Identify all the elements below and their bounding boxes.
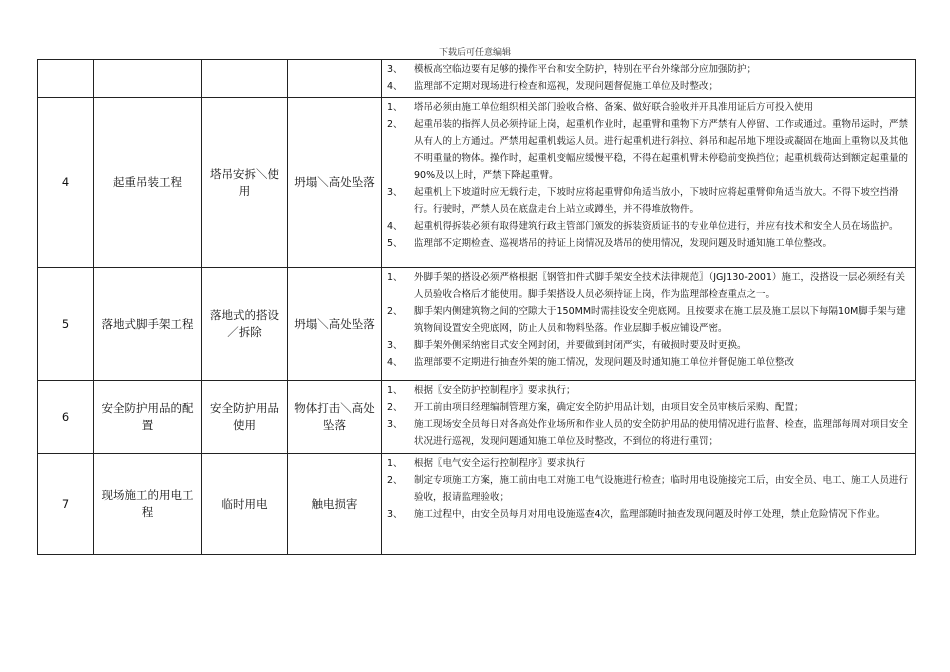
measure-item <box>387 78 909 95</box>
measure-item <box>387 269 909 303</box>
measure-number: 3、 <box>387 64 403 75</box>
measure-number: 2、 <box>387 306 403 317</box>
measure-number: 1、 <box>387 458 403 469</box>
measure-number: 3、 <box>387 419 403 430</box>
project-name-cell: 现场施工的用电工程 <box>94 454 202 555</box>
activity-cell: 落地式的搭设／拆除 <box>202 268 288 381</box>
hazard-cell: 触电损害 <box>288 454 382 555</box>
measure-text: 根据〖安全防护控制程序〗要求执行； <box>414 385 576 396</box>
table-body <box>38 60 916 555</box>
measure-item <box>387 218 909 235</box>
measure-text: 模板高空临边要有足够的操作平台和安全防护，特别在平台外缘部分应加强防护； <box>414 64 757 75</box>
project-name-cell <box>94 60 202 98</box>
activity-cell: 安全防护用品使用 <box>202 381 288 454</box>
measure-number: 4、 <box>387 221 403 232</box>
measure-number: 2、 <box>387 402 403 413</box>
activity-cell: 临时用电 <box>202 454 288 555</box>
measure-number: 3、 <box>387 187 403 198</box>
measure-text: 施工现场安全员每日对各高处作业场所和作业人员的安全防护用品的使用情况进行监督、检查，监理部每周对项目安全状况进行巡视，发现问题通知施工单位及时整改，不到位的将进行重罚； <box>414 419 909 447</box>
measure-item <box>387 506 909 523</box>
table-row <box>38 381 916 454</box>
safety-measures-table <box>37 59 916 555</box>
row-number-cell: 5 <box>38 268 94 381</box>
control-measures-cell <box>382 268 916 381</box>
measure-number: 5、 <box>387 238 403 249</box>
measure-number: 1、 <box>387 272 403 283</box>
control-measures-cell <box>382 454 916 555</box>
measure-item <box>387 184 909 218</box>
measure-item <box>387 116 909 184</box>
measure-number: 2、 <box>387 119 403 130</box>
measure-item <box>387 382 909 399</box>
hazard-cell: 物体打击＼高处坠落 <box>288 381 382 454</box>
project-name-cell: 落地式脚手架工程 <box>94 268 202 381</box>
measure-text: 脚手架内侧建筑物之间的空隙大于150MM时需挂设安全兜底网。且按要求在施工层及施工层以下每隔10M脚手架与建筑物间设置安全兜底网，防止人员和物料坠落。作业层脚手板应铺设严密。 <box>414 306 906 334</box>
control-measures-cell <box>382 60 916 98</box>
measure-item <box>387 235 909 252</box>
measure-number: 1、 <box>387 385 403 396</box>
measure-text: 脚手架外侧采纳密目式安全网封闭，并要做到封闭严实，有破损时要及时更换。 <box>414 340 747 351</box>
activity-cell: 塔吊安拆＼使用 <box>202 98 288 268</box>
measure-text: 施工过程中，由安全员每月对用电设施巡查4次，监理部随时抽查发现问题及时停工处理，禁止危险情况下作业。 <box>414 509 886 520</box>
measure-number: 3、 <box>387 340 403 351</box>
measure-number: 4、 <box>387 81 403 92</box>
measure-number: 4、 <box>387 357 403 368</box>
measure-text: 塔吊必须由施工单位组织相关部门验收合格、备案、做好联合验收并开具准用证后方可投入使用 <box>414 102 814 113</box>
header-watermark: 下载后可任意编辑 <box>438 48 511 58</box>
measure-item <box>387 303 909 337</box>
table-row <box>38 454 916 555</box>
table-row <box>38 98 916 268</box>
control-measures-cell <box>382 98 916 268</box>
measure-item <box>387 472 909 506</box>
hazard-cell: 坍塌＼高处坠落 <box>288 98 382 268</box>
measure-number: 1、 <box>387 102 403 113</box>
activity-cell <box>202 60 288 98</box>
measure-item <box>387 455 909 472</box>
measure-item <box>387 61 909 78</box>
row-number-cell: 4 <box>38 98 94 268</box>
measure-text: 起重吊装的指挥人员必须持证上岗，起重机作业时，起重臂和重物下方严禁有人停留、工作或通过。重物吊运时，严禁从有人的上方通过。严禁用起重机载运人员。进行起重机进行斜拉、斜吊和起吊地下埋设或凝固在地面上重物以及其他不明重量的物体。操作时，起重机变幅应缓慢平稳，不得在起重机臂未停稳前变换挡位；起重机载荷达到额定起重量的90%及以上时，严禁下降起重臂。 <box>414 119 909 181</box>
measure-number: 3、 <box>387 509 403 520</box>
measure-text: 起重机得拆装必须有取得建筑行政主管部门颁发的拆装资质证书的专业单位进行，并应有技术和安全人员在场监护。 <box>414 221 899 232</box>
measure-text: 根据〖电气安全运行控制程序〗要求执行 <box>414 458 586 469</box>
table-row <box>38 60 916 98</box>
measure-text: 监理部不定期对现场进行检查和巡视，发现问题督促施工单位及时整改； <box>414 81 719 92</box>
row-number-cell <box>38 60 94 98</box>
table-row <box>38 268 916 381</box>
measure-item <box>387 416 909 450</box>
project-name-cell: 安全防护用品的配置 <box>94 381 202 454</box>
measure-item <box>387 99 909 116</box>
measure-text: 开工前由项目经理编制管理方案，确定安全防护用品计划，由项目安全员审核后采购、配置； <box>414 402 804 413</box>
measure-item <box>387 354 909 371</box>
control-measures-cell <box>382 381 916 454</box>
measure-text: 监理部不定期检查、巡视塔吊的持证上岗情况及塔吊的使用情况，发现问题及时通知施工单位整改。 <box>414 238 833 249</box>
measure-text: 外脚手架的搭设必须严格根据〖钢管扣件式脚手架安全技术法律规范〗（JGJ130-2001）施工，没搭设一层必须经有关人员验收合格后才能使用。脚手架搭设人员必须持证上岗，作为监理部检查重点之一。 <box>414 272 905 300</box>
row-number-cell: 6 <box>38 381 94 454</box>
row-number-cell: 7 <box>38 454 94 555</box>
hazard-cell <box>288 60 382 98</box>
measure-item <box>387 337 909 354</box>
measure-text: 起重机上下坡道时应无载行走，下坡时应将起重臂仰角适当放小，下坡时应将起重臂仰角适当放大。不得下坡空挡滑行。行驶时，严禁人员在底盘走台上站立或蹲坐，并不得堆放物件。 <box>414 187 899 215</box>
measure-item <box>387 399 909 416</box>
measure-text: 监理部要不定期进行抽查外架的施工情况，发现问题及时通知施工单位并督促施工单位整改 <box>414 357 795 368</box>
measure-number: 2、 <box>387 475 403 486</box>
measure-text: 制定专项施工方案，施工前由电工对施工电气设施进行检查；临时用电设施接完工后，由安全员、电工、施工人员进行验收，报请监理验收； <box>414 475 909 503</box>
hazard-cell: 坍塌＼高处坠落 <box>288 268 382 381</box>
project-name-cell: 起重吊装工程 <box>94 98 202 268</box>
